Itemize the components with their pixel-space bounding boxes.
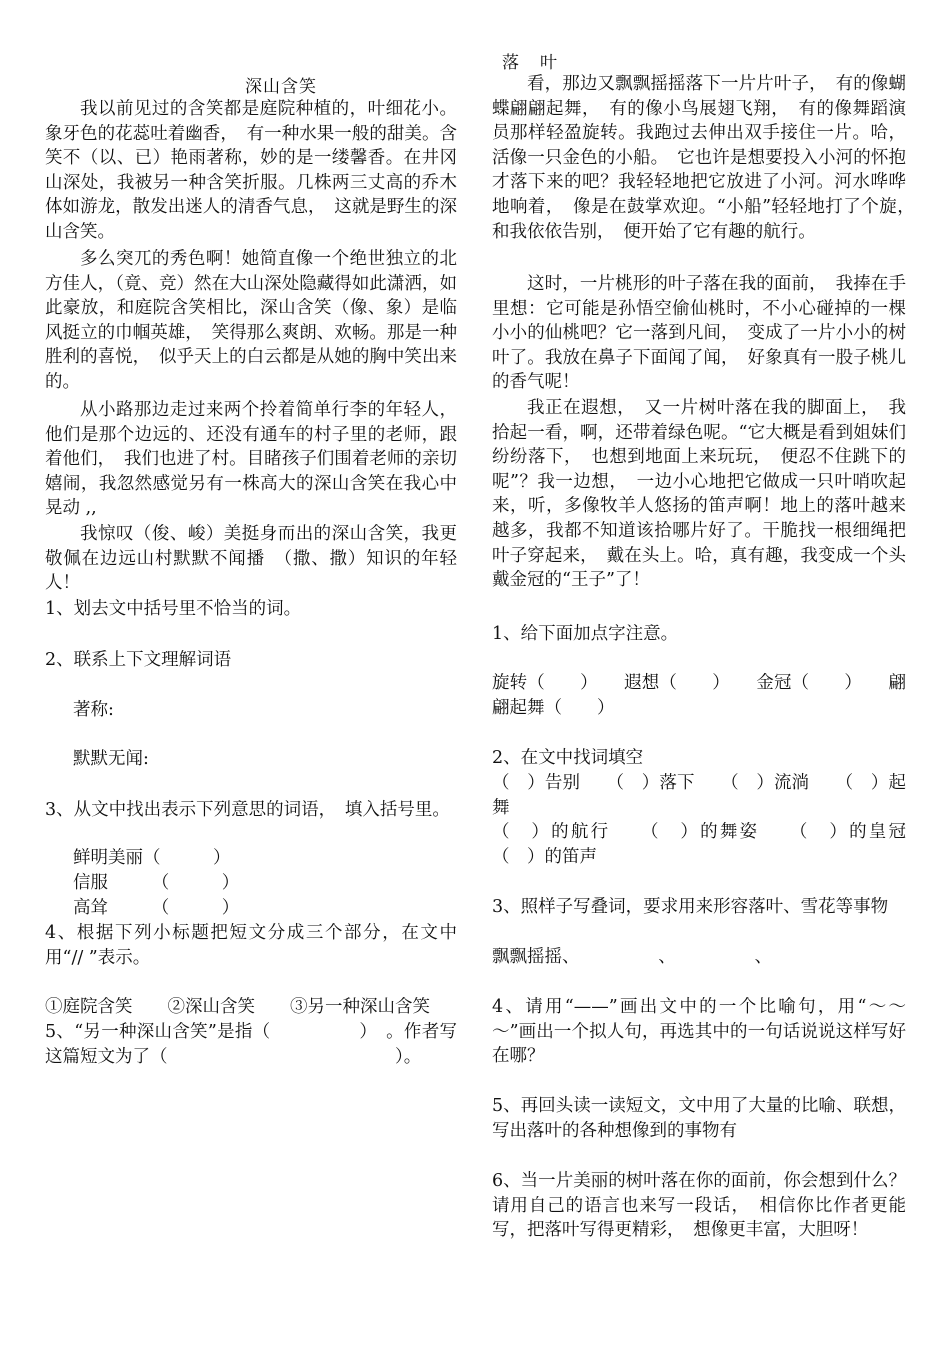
right-title: 落 叶 [502,53,559,73]
left-question-4-options: ①庭院含笑 ②深山含笑 ③另一种深山含笑 [45,997,430,1017]
right-question-2-row-a: （ ）告别 （ ）落下 （ ）流淌 （ ）起舞 [492,773,906,818]
left-question-3-item-b: 信服 （ ） [73,873,240,893]
left-question-3-item-c: 高耸 （ ） [73,898,240,918]
right-question-1-words: 旋转（ ） 遐想（ ） 金冠（ ） 翩翩起舞（ ） [492,673,906,718]
right-question-5: 5、再回头读一读短文，文中用了大量的比喻、联想，写出落叶的各种想像到的事物有 [492,1096,906,1141]
right-question-3: 3、照样子写叠词，要求用来形容落叶、雪花等事物 [492,897,889,917]
right-paragraph-1: 看，那边又飘飘摇摇落下一片片叶子， 有的像蝴蝶翩翩起舞， 有的像小鸟展翅飞翔， 有的像舞蹈演员那样轻盈旋转。我跑过去伸出双手接住一片。哈，活像一只金色的小船。 它也许是想要投入小河的怀抱才落下来的吧？我轻轻地把它放进了小河。河水哗哗地响着， 像是在鼓掌欢迎。“小船”轻轻地打了个旋， 和我依依告别， 便开始了它有趣的航行。 [492,74,924,242]
left-question-5: 5、“另一种深山含笑”是指（ ） 。作者写这篇短文为了（ ）。 [45,1022,457,1067]
left-paragraph-2: 多么突兀的秀色啊！她简直像一个绝世独立的北方佳人，（竟、竞）然在大山深处隐藏得如此潇洒，如此豪放，和庭院含笑相比，深山含笑（像、象）是临风挺立的巾帼英雄， 笑得那么爽朗、欢畅。那是一种胜利的喜悦， 似乎天上的白云都是从她的胸中笑出来的。 [45,249,457,392]
left-paragraph-4: 我惊叹（俊、峻）美挺身而出的深山含笑，我更敬佩在边远山村默默不闻播 （撒、撒）知识的年轻人！ [45,524,457,594]
left-question-2-term-b: 默默无闻: [73,749,149,769]
left-question-2: 2、联系上下文理解词语 [45,650,232,670]
left-question-3-item-a: 鲜明美丽（ ） [73,848,231,868]
left-question-2-term-a: 著称: [73,700,114,720]
right-question-6: 6、当一片美丽的树叶落在你的面前，你会想到什么？请用自己的语言也来写一段话， 相信你比作者更能写，把落叶写得更精彩， 想像更丰富，大胆呀！ [492,1171,906,1241]
left-paragraph-3: 从小路那边走过来两个拎着简单行李的年轻人，他们是那个边远的、还没有通车的村子里的老师，跟着他们， 我们也进了村。目睹孩子们围着老师的亲切嬉闹，我忽然感觉另有一株高大的深山含笑在我心中晃动 ,, [45,400,457,519]
right-paragraph-2: 这时，一片桃形的叶子落在我的面前， 我捧在手里想：它可能是孙悟空偷仙桃时，不小心碰掉的一棵小小的仙桃吧？它一落到凡间， 变成了一片小小的树叶了。我放在鼻子下面闻了闻， 好象真有一股子桃儿的香气呢！ [492,274,906,393]
right-question-3-example: 飘飘摇摇、 、 、 [492,947,772,967]
right-paragraph-3: 我正在遐想， 又一片树叶落在我的脚面上， 我拾起一看，啊，还带着绿色呢。“它大概是看到姐妹们纷纷落下， 也想到地面上来玩玩， 便忍不住跳下的呢”？我一边想， 一边小心地把它做成一只叶哨吹起来，听，多像牧羊人悠扬的笛声啊！地上的落叶越来越多，我都不知道该拾哪片好了。干脆找一根细绳把叶子穿起来， 戴在头上。哈，真有趣，我变成一个头戴金冠的“王子”了！ [492,398,906,591]
left-question-3: 3、从文中找出表示下列意思的词语， 填入括号里。 [45,800,450,820]
left-paragraph-1: 我以前见过的含笑都是庭院种植的，叶细花小。象牙色的花蕊吐着幽香， 有一种水果一般的甜美。含笑不（以、已）艳雨著称，妙的是一缕馨香。在井冈山深处，我被另一种含笑折服。几株两三丈高的乔木体如游龙，散发出迷人的清香气息， 这就是野生的深山含笑。 [45,99,457,242]
left-question-4: 4、根据下列小标题把短文分成三个部分，在文中用“// ”表示。 [45,923,457,968]
right-question-2: 2、在文中找词填空 [492,748,644,768]
left-title: 深山含笑 [245,77,317,97]
left-question-1: 1、划去文中括号里不恰当的词。 [45,599,302,619]
right-question-1: 1、给下面加点字注意。 [492,624,679,644]
right-question-2-row-b: （ ）的航行 （ ）的舞姿 （ ）的皇冠 （ ）的笛声 [492,822,941,867]
right-question-4: 4、请用“——”画出文中的一个比喻句，用“～～～”画出一个拟人句，再选其中的一句话说说这样写好在哪？ [492,997,906,1067]
